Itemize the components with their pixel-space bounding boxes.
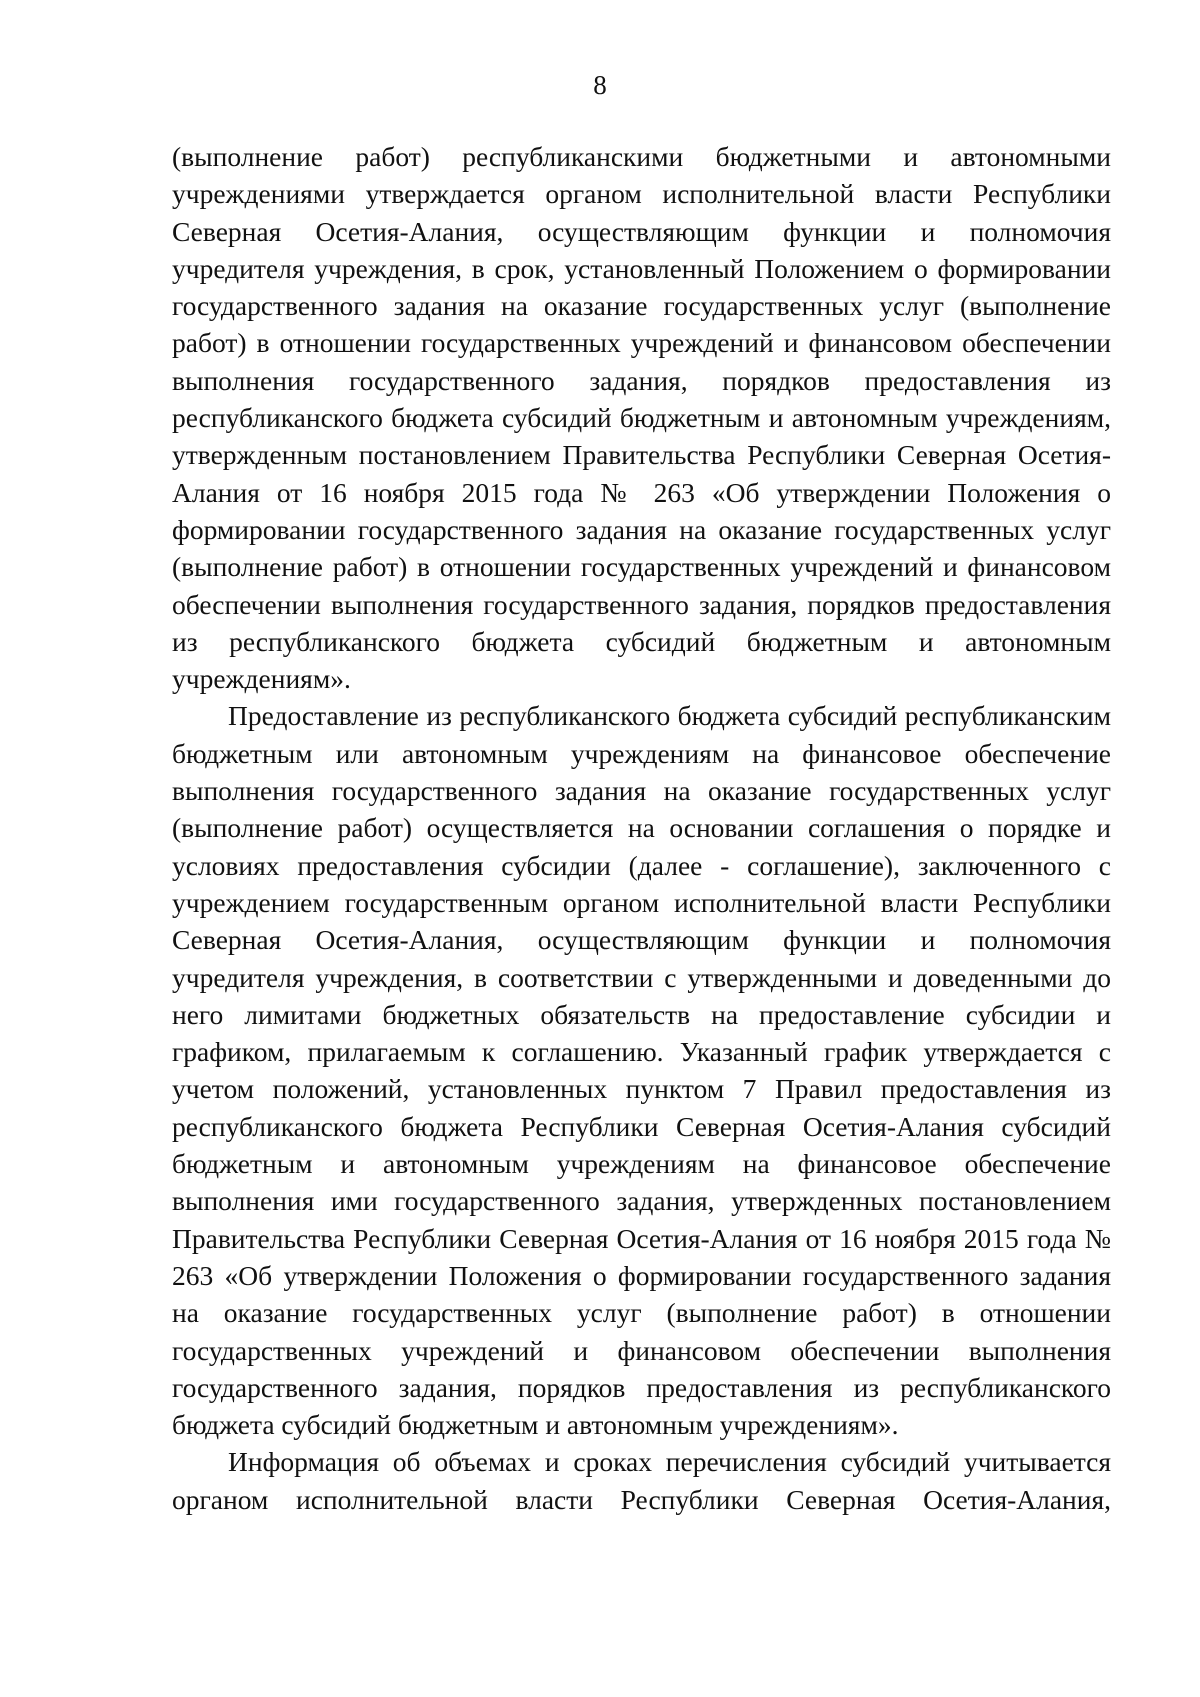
paragraph-subsidy-information: Информация об объемах и сроках перечисления субсидий учитывается органом исполнительной власти Республики Северная Осетия-Алания, [172,1446,1111,1515]
document-body [172,138,1111,1518]
paragraph-continuation: (выполнение работ) республиканскими бюджетными и автономными учреждениями утверждается органом исполнительной власти Республики Северная Осетия-Алания, осуществляющим функции и полномочия учредителя учреждения, в срок, установленный Положением о формировании государственного задания на оказание государственных услуг (выполнение работ) в отношении государственных учреждений и финансовом обеспечении выполнения государственного задания, порядков предоставления из республиканского бюджета субсидий бюджетным и автономным учреждениям, утвержденным постановлением Правительства Республики Северная Осетия-Алания от 16 ноября 2015 года № 263 «Об утверждении Положения о формировании государственного задания на оказание государственных услуг (выполнение работ) в отношении государственных учреждений и финансовом обеспечении выполнения государственного задания, порядков предоставления из республиканского бюджета субсидий бюджетным и автономным учреждениям». [172,141,1111,695]
paragraph-subsidy-provision: Предоставление из республиканского бюджета субсидий республиканским бюджетным или автономным учреждениям на финансовое обеспечение выполнения государственного задания на оказание государственных услуг (выполнение работ) осуществляется на основании соглашения о порядке и условиях предоставления субсидии (далее - соглашение), заключенного с учреждением государственным органом исполнительной власти Республики Северная Осетия-Алания, осуществляющим функции и полномочия учредителя учреждения, в соответствии с утвержденными и доведенными до него лимитами бюджетных обязательств на предоставление субсидии и графиком, прилагаемым к соглашению. Указанный график утверждается с учетом положений, установленных пунктом 7 Правил предоставления из республиканского бюджета Республики Северная Осетия-Алания субсидий бюджетным и автономным учреждениям на финансовое обеспечение выполнения ими государственного задания, утвержденных постановлением Правительства Республики Северная Осетия-Алания от 16 ноября 2015 года № 263 «Об утверждении Положения о формировании государственного задания на оказание государственных услуг (выполнение работ) в отношении государственных учреждений и финансовом обеспечении выполнения государственного задания, порядков предоставления из республиканского бюджета субсидий бюджетным и автономным учреждениям». [172,700,1111,1441]
page-number: 8 [593,70,607,100]
